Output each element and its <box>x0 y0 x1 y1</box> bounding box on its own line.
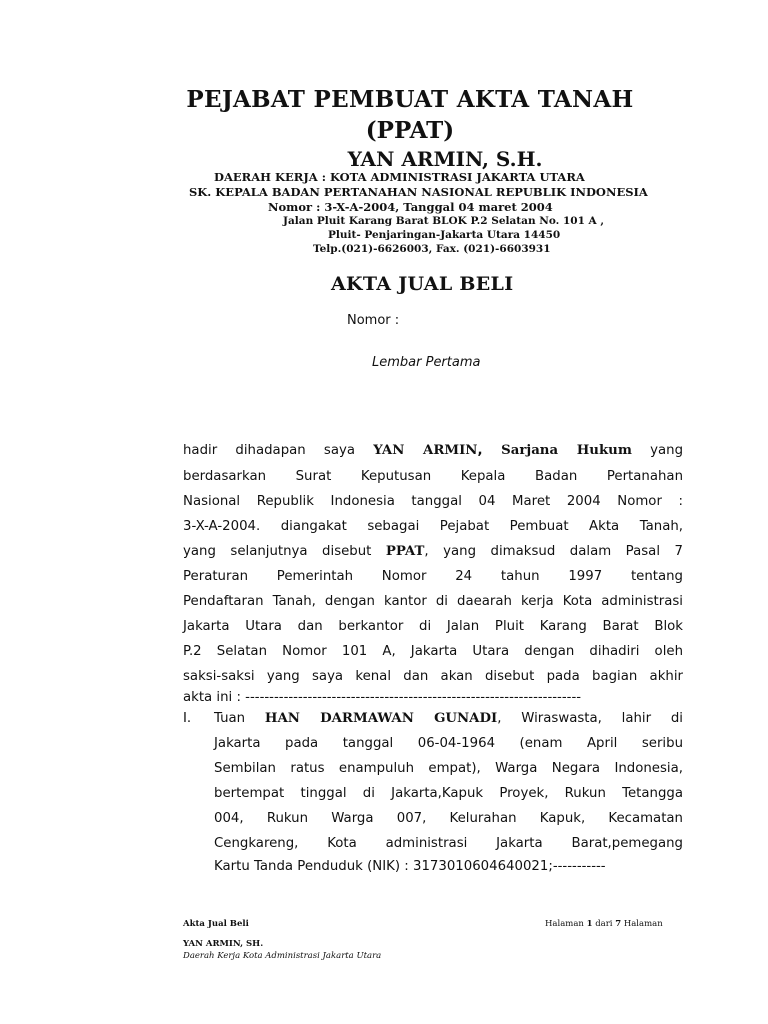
city-line: Pluit- Penjaringan-Jakarta Utara 14450 <box>328 229 561 241</box>
body-line: P.2 Selatan Nomor 101 A, Jakarta Utara dengan dihadiri oleh <box>183 644 683 659</box>
footer-document-title: Akta Jual Beli <box>183 919 249 929</box>
party-numeral: I. <box>183 711 192 726</box>
body-line <box>183 544 683 559</box>
body-line: Jakarta Utara dan berkantor di Jalan Pluit Karang Barat Blok <box>183 619 683 634</box>
page-text: dari <box>592 919 616 929</box>
work-area-line: DAERAH KERJA : KOTA ADMINISTRASI JAKARTA UTARA <box>214 170 585 184</box>
body-text: yang selanjutnya disebut <box>183 544 386 559</box>
footer-page-number <box>545 919 663 929</box>
party-text: , Wiraswasta, lahir di <box>497 711 683 726</box>
party-text: Tuan <box>214 711 265 726</box>
office-title: PEJABAT PEMBUAT AKTA TANAH <box>186 86 634 113</box>
body-line: Nasional Republik Indonesia tanggal 04 Maret 2004 Nomor : <box>183 494 683 509</box>
document-title: AKTA JUAL BELI <box>331 273 514 295</box>
body-line: berdasarkan Surat Keputusan Kepala Badan Pertanahan <box>183 469 683 484</box>
phone-fax-line: Telp.(021)-6626003, Fax. (021)-6603931 <box>313 243 551 255</box>
party-line: bertempat tinggal di Jakarta,Kapuk Proyek, Rukun Tetangga <box>214 786 683 801</box>
party-line: Sembilan ratus enampuluh empat), Warga Negara Indonesia, <box>214 761 683 776</box>
body-text: yang <box>631 443 684 458</box>
body-line: Pendaftaran Tanah, dengan kantor di daearah kerja Kota administrasi <box>183 594 683 609</box>
current-page: 1 <box>586 919 593 929</box>
document-number-label: Nomor : <box>347 313 400 328</box>
address-line: Jalan Pluit Karang Barat BLOK P.2 Selatan No. 101 A , <box>283 215 604 227</box>
body-text: , <box>477 443 502 458</box>
office-abbreviation: (PPAT) <box>365 117 455 144</box>
body-text: hadir dihadapan saya <box>183 443 374 458</box>
notary-degree-inline: Sarjana Hukum <box>501 443 632 458</box>
party-line <box>214 711 683 726</box>
body-line: Peraturan Pemerintah Nomor 24 tahun 1997 tentang <box>183 569 683 584</box>
page-text: Halaman <box>545 919 587 929</box>
body-text: , yang dimaksud dalam Pasal 7 <box>424 544 683 559</box>
page-text: Halaman <box>621 919 663 929</box>
footer-notary-name: YAN ARMIN, SH. <box>183 939 264 949</box>
party-line: Cengkareng, Kota administrasi Jakarta Barat,pemegang <box>214 836 683 851</box>
party-line: 004, Rukun Warga 007, Kelurahan Kapuk, Kecamatan <box>214 811 683 826</box>
body-line: saksi-saksi yang saya kenal dan akan disebut pada bagian akhir <box>183 669 683 684</box>
party-line: Jakarta pada tanggal 06-04-1964 (enam April seribu <box>214 736 683 751</box>
decree-line: SK. KEPALA BADAN PERTANAHAN NASIONAL REPUBLIK INDONESIA <box>189 185 648 199</box>
sheet-label: Lembar Pertama <box>372 355 481 370</box>
notary-name: YAN ARMIN, S.H. <box>347 147 543 171</box>
body-line <box>183 443 683 458</box>
decree-number-line: Nomor : 3-X-A-2004, Tanggal 04 maret 2004 <box>268 200 553 214</box>
party-name: HAN DARMAWAN GUNADI <box>264 711 498 726</box>
footer-work-area: Daerah Kerja Kota Administrasi Jakarta Utara <box>183 951 382 961</box>
body-line: akta ini : ---------------------------------------------------------------------- <box>183 690 582 705</box>
total-pages: 7 <box>615 919 622 929</box>
party-line: Kartu Tanda Penduduk (NIK) : 3173010604640021;----------- <box>214 859 606 874</box>
ppat-inline: PPAT <box>385 544 425 559</box>
body-line: 3-X-A-2004. diangakat sebagai Pejabat Pembuat Akta Tanah, <box>183 519 683 534</box>
notary-name-inline: YAN ARMIN <box>373 443 478 458</box>
